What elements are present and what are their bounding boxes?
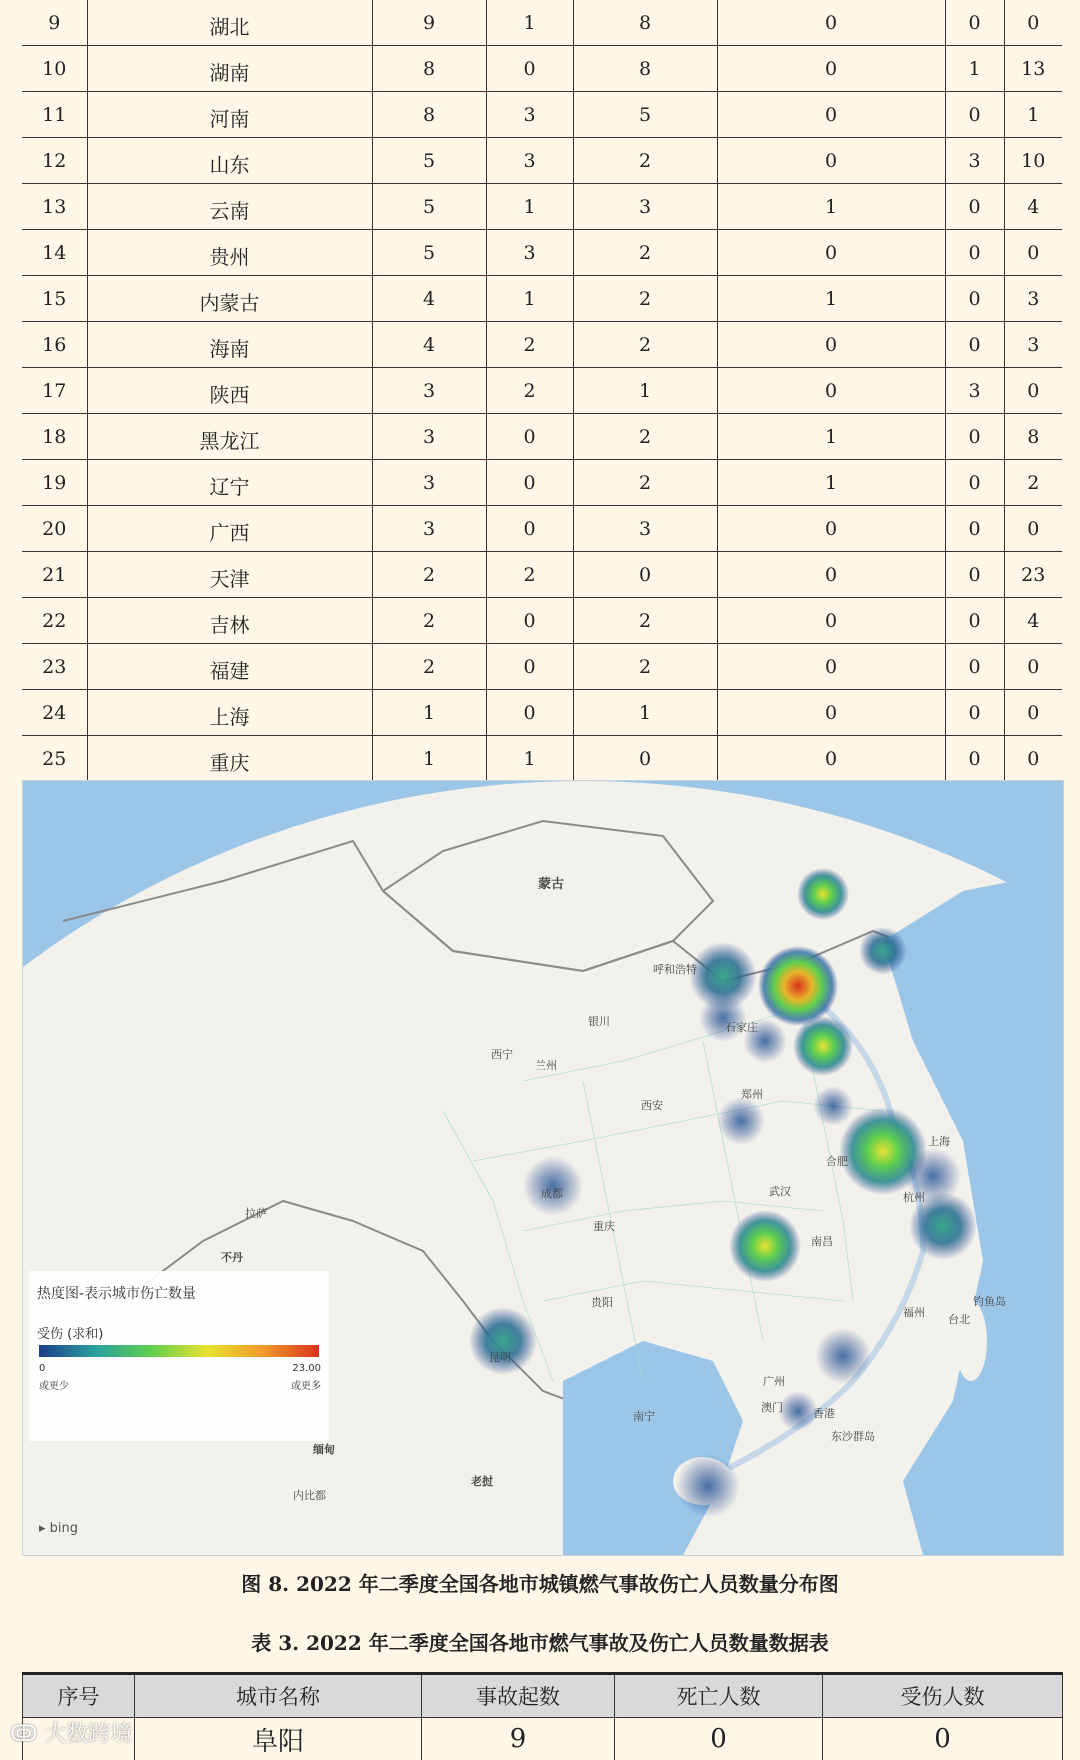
col-header-injuries: 受伤人数 [823, 1674, 1063, 1718]
map-label-dongsha: 东沙群岛 [831, 1428, 875, 1444]
cell-d: 0 [717, 46, 945, 92]
heat-spot [859, 927, 907, 975]
table-row [22, 552, 1062, 598]
map-label-hongkong: 香港 [813, 1405, 835, 1421]
cell-c: 2 [573, 276, 717, 322]
cell-no: 15 [22, 276, 87, 322]
heatmap-map [22, 780, 1064, 1556]
cell-c: 2 [573, 230, 717, 276]
map-label-macau: 澳门 [761, 1399, 783, 1415]
heat-spot [676, 1454, 740, 1518]
cell-a: 5 [372, 184, 486, 230]
cell-c: 0 [573, 552, 717, 598]
cell-province: 河南 [87, 92, 372, 138]
cell-d: 0 [717, 230, 945, 276]
cell-a: 5 [372, 230, 486, 276]
cell-province: 黑龙江 [87, 414, 372, 460]
cell-no: 10 [22, 46, 87, 92]
cell-e: 0 [945, 552, 1004, 598]
province-accident-table [22, 0, 1062, 822]
cell-no: 18 [22, 414, 87, 460]
table-row [22, 322, 1062, 368]
legend-max: 23.00 [292, 1363, 321, 1374]
table-row [22, 230, 1062, 276]
cell-a: 2 [372, 552, 486, 598]
cell-a: 3 [372, 460, 486, 506]
cell-c: 1 [573, 368, 717, 414]
cell-c: 1 [573, 690, 717, 736]
col-header-accidents: 事故起数 [422, 1674, 615, 1718]
map-label-laos: 老挝 [471, 1473, 493, 1489]
table-row [23, 1718, 1063, 1760]
cell-f: 1 [1004, 92, 1062, 138]
cell-f: 4 [1004, 598, 1062, 644]
cell-f: 0 [1004, 0, 1062, 46]
cell-f: 0 [1004, 506, 1062, 552]
cell-b: 1 [486, 276, 573, 322]
cell-a: 3 [372, 506, 486, 552]
map-label-wuhan: 武汉 [769, 1183, 791, 1199]
cell-e: 0 [945, 322, 1004, 368]
cell-a: 3 [372, 414, 486, 460]
cell-b: 0 [486, 690, 573, 736]
cell-b: 1 [486, 0, 573, 46]
cell-b: 0 [486, 414, 573, 460]
cell-f: 10 [1004, 138, 1062, 184]
heat-spot [793, 1016, 853, 1076]
table-header-row [23, 1674, 1063, 1718]
cell-injuries: 0 [823, 1718, 1063, 1760]
cell-d: 0 [717, 598, 945, 644]
bing-logo: ▸ bing [39, 1521, 78, 1536]
cell-province: 陕西 [87, 368, 372, 414]
cell-province: 天津 [87, 552, 372, 598]
cell-no: 11 [22, 92, 87, 138]
cell-no: 21 [22, 552, 87, 598]
table-row [22, 644, 1062, 690]
col-header-deaths: 死亡人数 [615, 1674, 823, 1718]
cell-a: 9 [372, 0, 486, 46]
cell-a: 4 [372, 322, 486, 368]
cell-c: 2 [573, 460, 717, 506]
table-row [22, 414, 1062, 460]
cell-f: 0 [1004, 230, 1062, 276]
legend-title: 热度图-表示城市伤亡数量 [37, 1283, 196, 1303]
cell-b: 1 [486, 184, 573, 230]
cell-e: 0 [945, 736, 1004, 782]
heatmap-legend [29, 1271, 329, 1441]
cell-no: 13 [22, 184, 87, 230]
map-label-kunming: 昆明 [489, 1349, 511, 1365]
map-label-nanchang: 南昌 [811, 1233, 833, 1249]
cell-b: 0 [486, 460, 573, 506]
cell-f: 3 [1004, 276, 1062, 322]
cell-no: 23 [22, 644, 87, 690]
cell-b: 3 [486, 92, 573, 138]
heat-spot [717, 1097, 765, 1145]
cell-province: 福建 [87, 644, 372, 690]
heat-spot-max [758, 946, 838, 1026]
cell-c: 2 [573, 414, 717, 460]
cell-province: 海南 [87, 322, 372, 368]
cell-e: 3 [945, 368, 1004, 414]
map-label-bhutan: 不丹 [221, 1249, 243, 1265]
cell-province: 内蒙古 [87, 276, 372, 322]
cell-no: 19 [22, 460, 87, 506]
cell-c: 2 [573, 644, 717, 690]
cell-f: 4 [1004, 184, 1062, 230]
cell-no: 12 [22, 138, 87, 184]
watermark: ↂ 大数跨境 [10, 1717, 132, 1748]
cell-a: 2 [372, 644, 486, 690]
cell-e: 0 [945, 460, 1004, 506]
legend-color-bar [39, 1345, 319, 1357]
figure-8-caption: 图 8. 2022 年二季度全国各地市城镇燃气事故伤亡人员数量分布图 [0, 1568, 1080, 1597]
map-label-guiyang: 贵阳 [591, 1294, 613, 1310]
table-row [22, 276, 1062, 322]
map-label-fuzhou: 福州 [903, 1304, 925, 1320]
cell-no: 20 [22, 506, 87, 552]
cell-no: 25 [22, 736, 87, 782]
cell-province: 贵州 [87, 230, 372, 276]
cell-province: 山东 [87, 138, 372, 184]
cell-deaths: 0 [615, 1718, 823, 1760]
cell-a: 2 [372, 598, 486, 644]
cell-b: 0 [486, 644, 573, 690]
cell-province: 湖北 [87, 0, 372, 46]
cell-d: 0 [717, 92, 945, 138]
heat-spot [778, 1391, 818, 1431]
cell-d: 0 [717, 138, 945, 184]
map-label-zhengzhou: 郑州 [741, 1086, 763, 1102]
cell-b: 0 [486, 506, 573, 552]
cell-province: 湖南 [87, 46, 372, 92]
col-header-city: 城市名称 [135, 1674, 422, 1718]
map-label-diaoyu: 钓鱼岛 [973, 1293, 1006, 1309]
cell-no: 24 [22, 690, 87, 736]
map-label-xian: 西安 [641, 1097, 663, 1113]
legend-min-note: 或更少 [39, 1377, 69, 1392]
cell-b: 1 [486, 736, 573, 782]
table-3-caption: 表 3. 2022 年二季度全国各地市燃气事故及伤亡人员数量数据表 [0, 1627, 1080, 1656]
cell-no: 22 [22, 598, 87, 644]
map-label-xining: 西宁 [491, 1046, 513, 1062]
map-label-guangzhou: 广州 [763, 1373, 785, 1389]
table-row [22, 0, 1062, 46]
cell-b: 2 [486, 322, 573, 368]
map-label-nanning: 南宁 [633, 1408, 655, 1424]
cell-c: 2 [573, 138, 717, 184]
table-row [22, 460, 1062, 506]
heat-spot [797, 868, 849, 920]
cell-a: 3 [372, 368, 486, 414]
cell-b: 3 [486, 138, 573, 184]
map-label-lhasa: 拉萨 [245, 1205, 267, 1221]
cell-d: 1 [717, 460, 945, 506]
cell-d: 0 [717, 690, 945, 736]
map-label-hohhot: 呼和浩特 [653, 961, 697, 977]
cell-b: 0 [486, 46, 573, 92]
cell-f: 23 [1004, 552, 1062, 598]
cell-c: 2 [573, 322, 717, 368]
map-label-shijiazhuang: 石家庄 [725, 1019, 758, 1035]
cell-a: 1 [372, 736, 486, 782]
cell-f: 2 [1004, 460, 1062, 506]
heat-spot [815, 1328, 871, 1384]
cell-d: 1 [717, 414, 945, 460]
cell-no: 16 [22, 322, 87, 368]
cell-e: 0 [945, 598, 1004, 644]
cell-c: 8 [573, 0, 717, 46]
cell-a: 1 [372, 690, 486, 736]
cell-f: 0 [1004, 690, 1062, 736]
cell-b: 0 [486, 598, 573, 644]
cell-e: 0 [945, 506, 1004, 552]
cell-province: 重庆 [87, 736, 372, 782]
cell-e: 0 [945, 644, 1004, 690]
table-row [22, 598, 1062, 644]
cell-f: 0 [1004, 368, 1062, 414]
cell-d: 0 [717, 506, 945, 552]
cell-province: 云南 [87, 184, 372, 230]
cell-b: 2 [486, 552, 573, 598]
cell-d: 1 [717, 276, 945, 322]
map-label-mongolia: 蒙古 [538, 873, 564, 892]
cell-a: 4 [372, 276, 486, 322]
cell-d: 0 [717, 0, 945, 46]
heat-spot [729, 1210, 801, 1282]
cell-c: 8 [573, 46, 717, 92]
cell-province: 上海 [87, 690, 372, 736]
cell-no: 14 [22, 230, 87, 276]
cell-a: 8 [372, 46, 486, 92]
cell-b: 3 [486, 230, 573, 276]
city-accident-table [22, 1672, 1063, 1760]
map-label-shanghai: 上海 [928, 1133, 950, 1149]
cell-e: 0 [945, 184, 1004, 230]
cell-e: 0 [945, 92, 1004, 138]
cell-a: 8 [372, 92, 486, 138]
table-row [22, 184, 1062, 230]
cell-city: 阜阳 [135, 1718, 422, 1760]
col-header-no: 序号 [23, 1674, 135, 1718]
cell-province: 辽宁 [87, 460, 372, 506]
map-label-chongqing: 重庆 [593, 1218, 615, 1234]
cell-e: 0 [945, 0, 1004, 46]
cell-b: 2 [486, 368, 573, 414]
cell-d: 0 [717, 552, 945, 598]
map-label-myanmar: 缅甸 [313, 1441, 335, 1457]
cell-f: 0 [1004, 736, 1062, 782]
cell-d: 0 [717, 368, 945, 414]
cell-c: 3 [573, 184, 717, 230]
table-row [22, 368, 1062, 414]
cell-f: 13 [1004, 46, 1062, 92]
cell-f: 8 [1004, 414, 1062, 460]
cell-d: 0 [717, 736, 945, 782]
cell-no: 17 [22, 368, 87, 414]
table-row [22, 506, 1062, 552]
legend-series: 受伤 (求和) [37, 1323, 103, 1342]
table-row [22, 690, 1062, 736]
map-label-chengdu: 成都 [541, 1185, 563, 1201]
cell-e: 0 [945, 230, 1004, 276]
map-label-yinchuan: 银川 [588, 1013, 610, 1029]
cell-d: 0 [717, 322, 945, 368]
map-label-hefei: 合肥 [826, 1153, 848, 1169]
table-row [22, 92, 1062, 138]
cell-d: 0 [717, 644, 945, 690]
map-label-taipei: 台北 [948, 1311, 970, 1327]
cell-e: 0 [945, 690, 1004, 736]
cell-c: 3 [573, 506, 717, 552]
cell-e: 1 [945, 46, 1004, 92]
map-label-naypyidaw: 内比都 [293, 1487, 326, 1503]
cell-c: 2 [573, 598, 717, 644]
table-row [22, 736, 1062, 782]
cell-province: 吉林 [87, 598, 372, 644]
cell-no: 9 [22, 0, 87, 46]
cell-f: 0 [1004, 644, 1062, 690]
legend-max-note: 或更多 [291, 1377, 321, 1392]
cell-e: 3 [945, 138, 1004, 184]
cell-e: 0 [945, 414, 1004, 460]
cell-e: 0 [945, 276, 1004, 322]
table-row [22, 138, 1062, 184]
cell-c: 0 [573, 736, 717, 782]
cell-a: 5 [372, 138, 486, 184]
cell-d: 1 [717, 184, 945, 230]
cell-f: 3 [1004, 322, 1062, 368]
cell-accidents: 9 [422, 1718, 615, 1760]
legend-min: 0 [39, 1363, 45, 1374]
map-label-hangzhou: 杭州 [903, 1189, 925, 1205]
cell-province: 广西 [87, 506, 372, 552]
table-row [22, 46, 1062, 92]
cell-c: 5 [573, 92, 717, 138]
map-label-lanzhou: 兰州 [535, 1057, 557, 1073]
heat-spot [813, 1086, 853, 1126]
